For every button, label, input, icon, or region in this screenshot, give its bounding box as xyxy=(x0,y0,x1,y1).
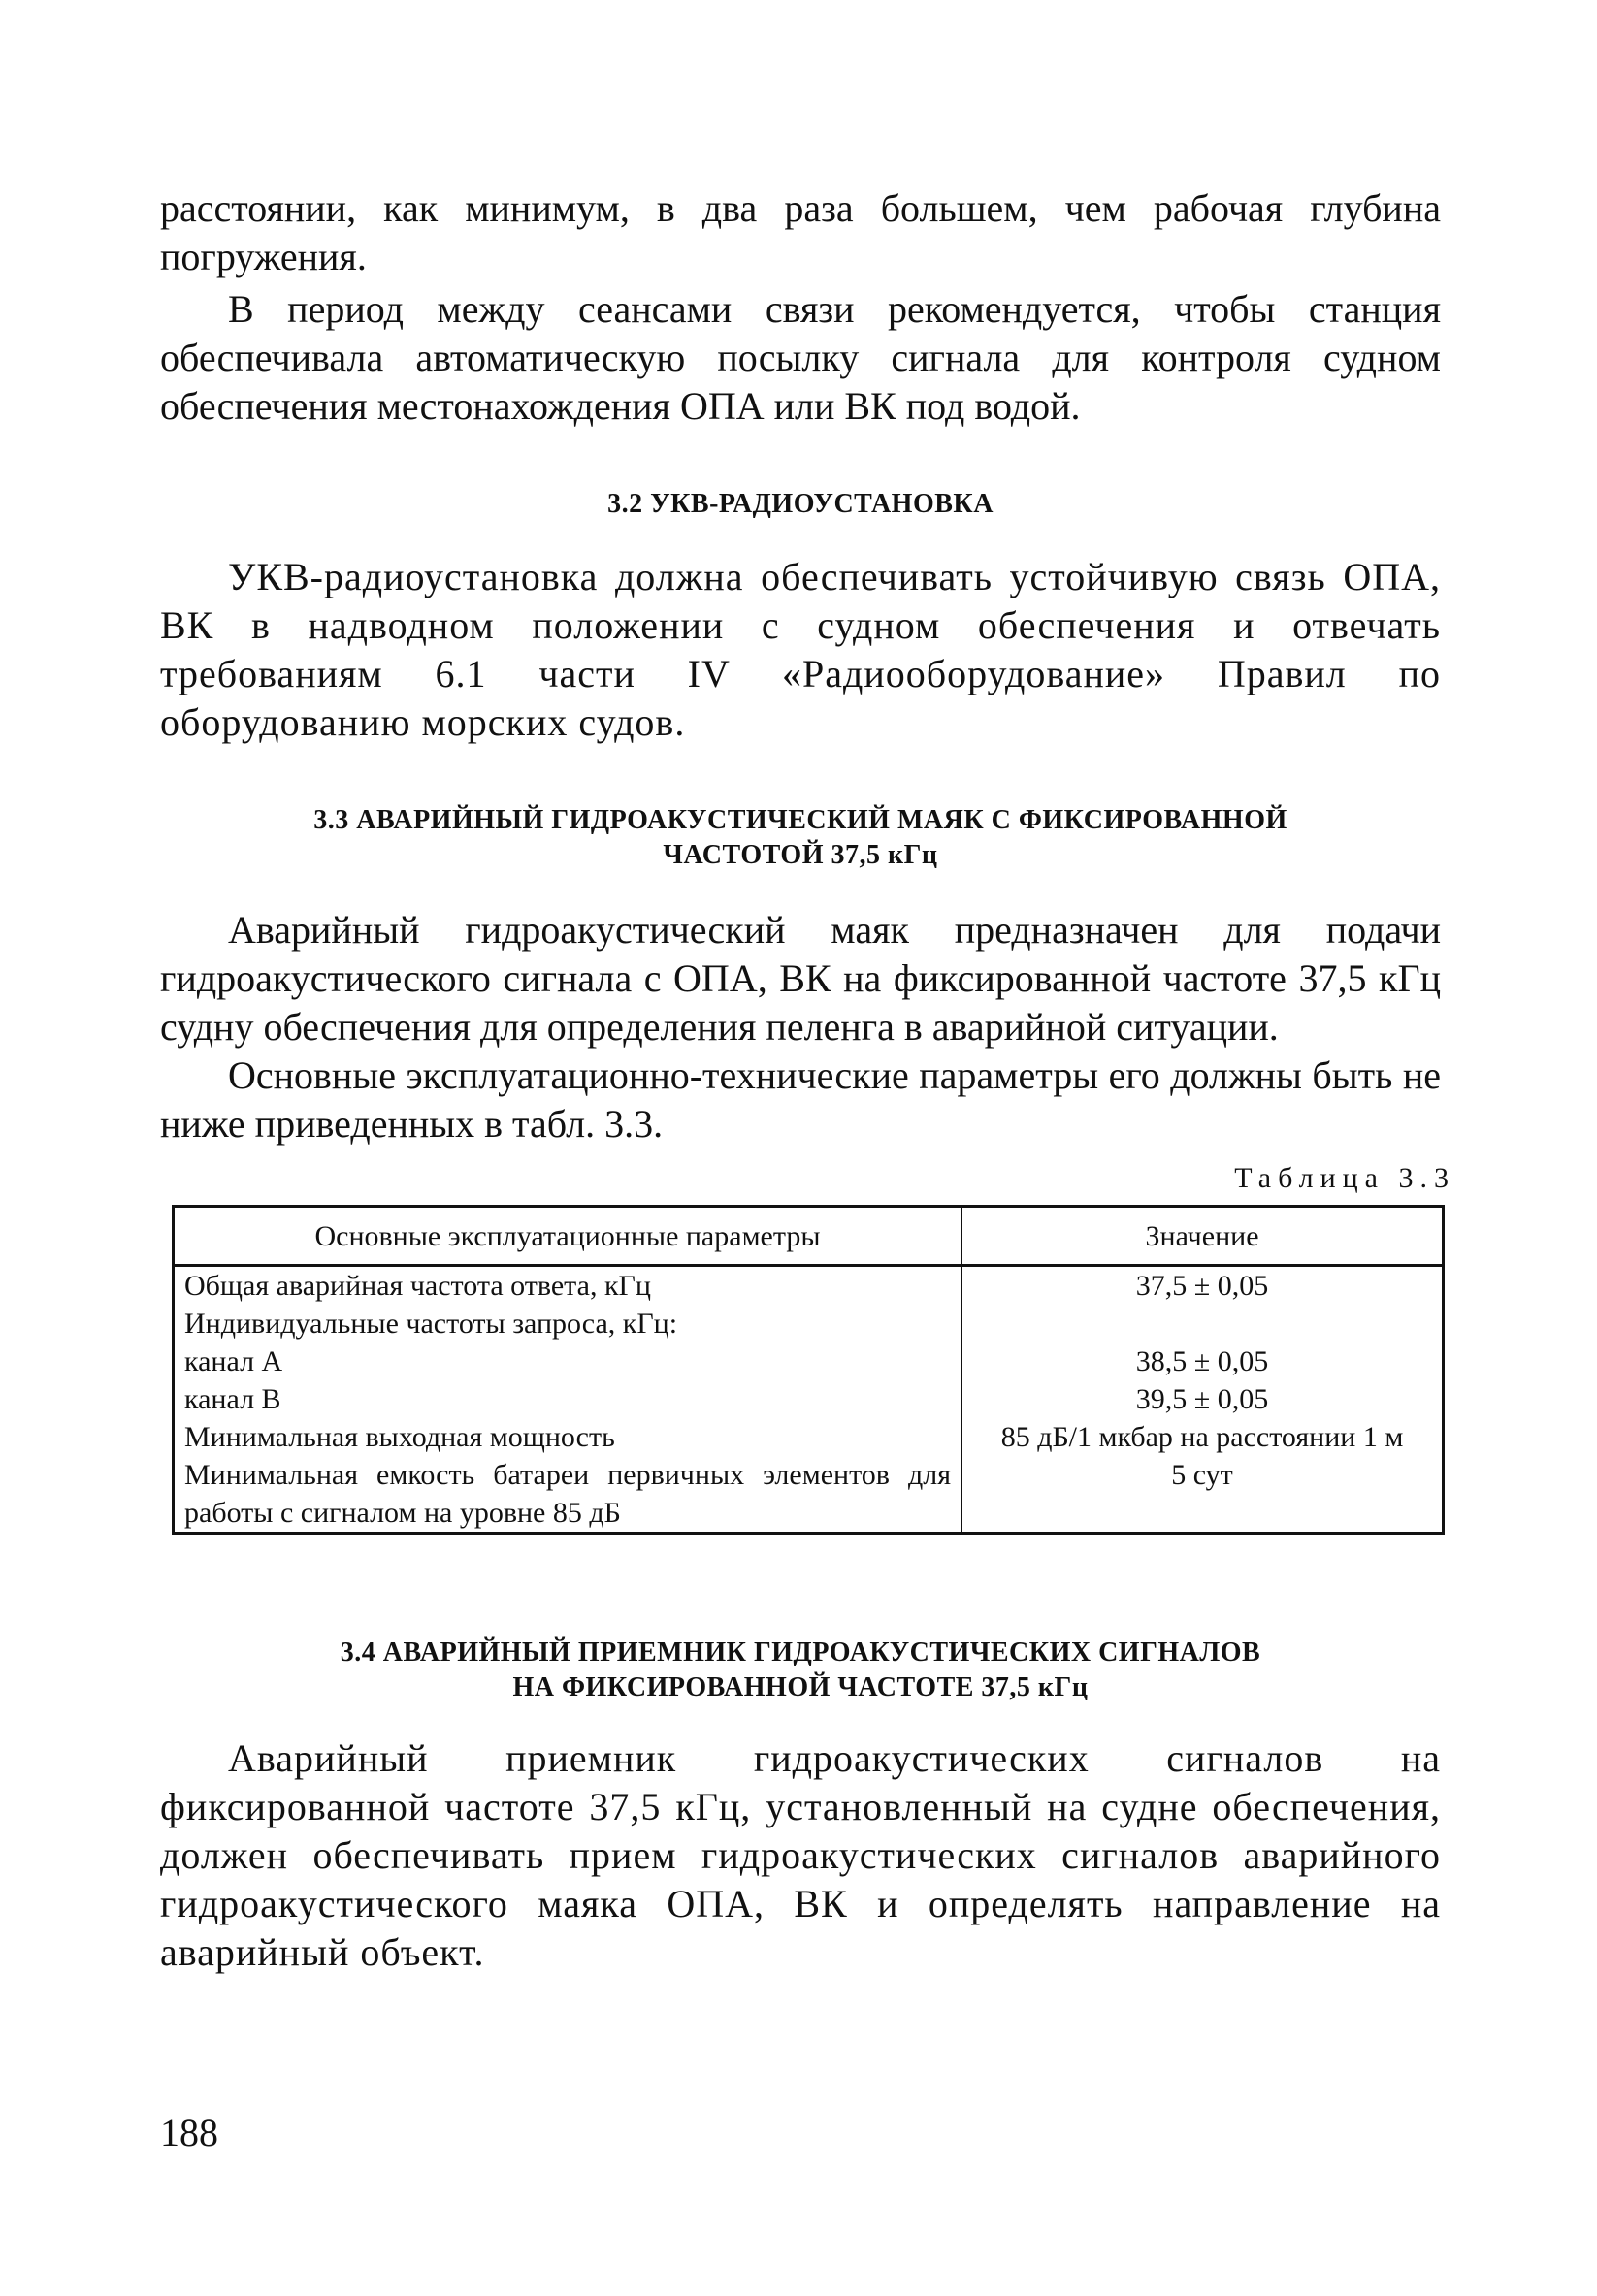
section-3-3-title xyxy=(160,803,1441,873)
page-content xyxy=(160,184,1455,1977)
section-3-2-title: 3.2 УКВ-РАДИОУСТАНОВКА xyxy=(607,489,994,519)
section-3-4-title xyxy=(160,1635,1441,1705)
table-header-value: Значение xyxy=(961,1207,1444,1266)
table-row xyxy=(174,1418,1444,1456)
section-3-3-title-line-2: ЧАСТОТОЙ 37,5 кГц xyxy=(663,840,938,870)
page-number: 188 xyxy=(160,2111,218,2154)
section-3-2-paragraph: УКВ-радиоустановка должна обеспечивать устойчивую связь ОПА, ВК в надводном положении с судном обеспечения и отвечать требованиям 6.1 части IV «Радиооборудование» Правил по оборудованию морских судов. xyxy=(160,555,1441,744)
section-3-4-title-line-1: 3.4 АВАРИЙНЫЙ ПРИЕМНИК ГИДРОАКУСТИЧЕСКИХ СИГНАЛОВ xyxy=(340,1637,1261,1667)
table-cell-value: 39,5 ± 0,05 xyxy=(1135,1383,1269,1415)
table-cell-value: 37,5 ± 0,05 xyxy=(1135,1270,1269,1302)
table-cell-parameter: Минимальная выходная мощность xyxy=(174,1418,962,1456)
table-header-row xyxy=(174,1207,1444,1266)
table-cell-value: 38,5 ± 0,05 xyxy=(1135,1345,1269,1377)
table-row xyxy=(174,1266,1444,1306)
table-row xyxy=(174,1380,1444,1418)
section-3-3-paragraph-2: Основные эксплуатационно-технические параметры его должны быть не ниже приведенных в табл. 3.3. xyxy=(160,1053,1441,1146)
table-cell-parameter: Минимальная емкость батареи первичных элементов для работы с сигналом на уровне 85 дБ xyxy=(174,1456,962,1534)
section-3-3-title-line-1: 3.3 АВАРИЙНЫЙ ГИДРОАКУСТИЧЕСКИЙ МАЯК С ФИКСИРОВАННОЙ xyxy=(313,805,1287,835)
table-cell-value: 5 сут xyxy=(1171,1459,1233,1491)
table-caption: Таблица 3.3 xyxy=(1234,1162,1455,1194)
table-cell-value: 85 дБ/1 мкбар на расстоянии 1 м xyxy=(1000,1421,1404,1453)
table-row xyxy=(174,1342,1444,1380)
table-cell-parameter: Индивидуальные частоты запроса, кГц: xyxy=(174,1305,962,1342)
table-cell-parameter: канал А xyxy=(174,1342,962,1380)
table-cell-parameter: Общая аварийная частота ответа, кГц xyxy=(174,1266,962,1306)
section-3-4-title-line-2: НА ФИКСИРОВАННОЙ ЧАСТОТЕ 37,5 кГц xyxy=(512,1672,1089,1702)
section-3-4-paragraph: Аварийный приемник гидроакустических сигналов на фиксированной частоте 37,5 кГц, установленный на судне обеспечения, должен обеспечивать прием гидроакустических сигналов аварийного гидроакустического маяка ОПА, ВК и определять направление на аварийный объект. xyxy=(160,1736,1441,1974)
table-header-parameters: Основные эксплуатационные параметры xyxy=(174,1207,962,1266)
parameters-table xyxy=(172,1205,1445,1535)
intro-paragraph-2: В период между сеансами связи рекомендуется, чтобы станция обеспечивала автоматическую посылку сигнала для контроля судном обеспечения местонахождения ОПА или ВК под водой. xyxy=(160,287,1441,428)
table-cell-value xyxy=(961,1305,1444,1342)
intro-paragraph-1: расстоянии, как минимум, в два раза большем, чем рабочая глубина погружения. xyxy=(160,186,1441,278)
table-cell-parameter: канал В xyxy=(174,1380,962,1418)
section-3-3-paragraph-1: Аварийный гидроакустический маяк предназначен для подачи гидроакустического сигнала с ОПА, ВК на фиксированной частоте 37,5 кГц судну обеспечения для определения пеленга в аварийной ситуации. xyxy=(160,908,1441,1049)
table-row xyxy=(174,1305,1444,1342)
table-row xyxy=(174,1456,1444,1534)
